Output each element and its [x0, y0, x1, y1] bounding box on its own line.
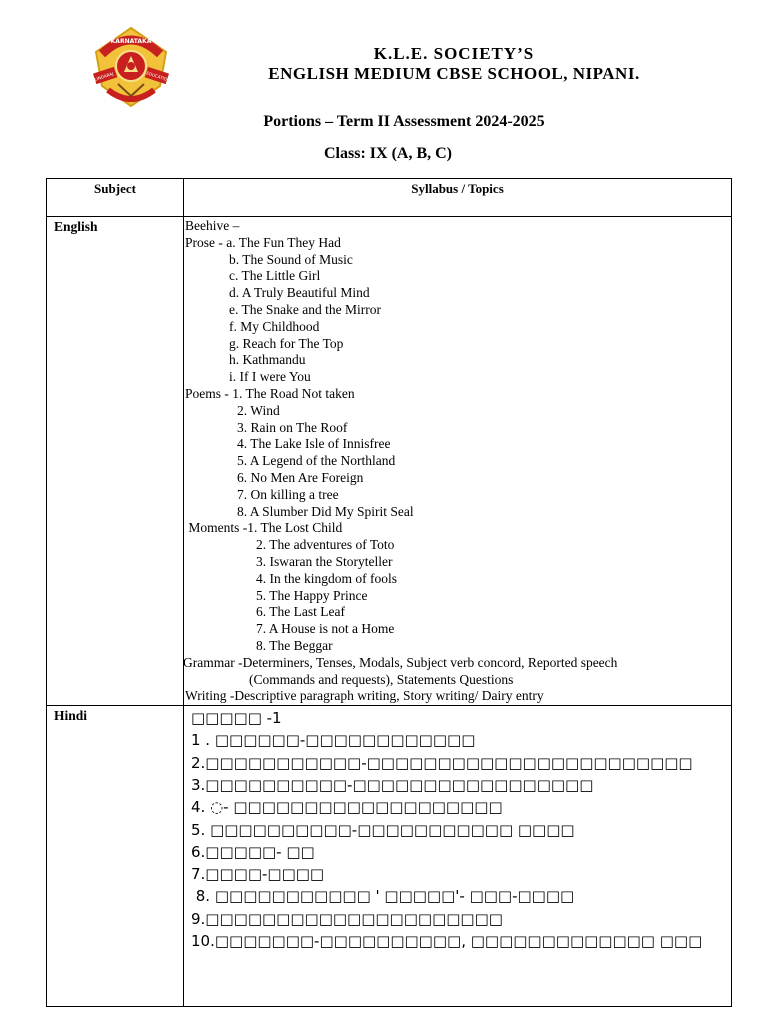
- topic-line: Grammar -Determiners, Tenses, Modals, Subject verb concord, Reported speech: [183, 654, 618, 670]
- topic-line: 7. A House is not a Home: [256, 621, 395, 637]
- topic-line: 4. The Lake Isle of Innisfree: [237, 436, 391, 452]
- topic-line: Poems - 1. The Road Not taken: [185, 385, 355, 401]
- hindi-topics: [184, 706, 732, 1007]
- topic-line: 7. On killing a tree: [237, 486, 339, 502]
- syllabus-header: Syllabus / Topics: [184, 179, 732, 217]
- topic-line: Moments -1. The Lost Child: [185, 520, 343, 536]
- topic-line: 6. No Men Are Foreign: [237, 469, 364, 485]
- subject-header: Subject: [47, 179, 184, 217]
- topic-line: Beehive –: [185, 218, 240, 233]
- topic-line: 5. The Happy Prince: [256, 587, 368, 603]
- topic-line: 3. Iswaran the Storyteller: [256, 553, 393, 569]
- class-title: Class: IX (A, B, C): [324, 145, 452, 162]
- table-header-row: [47, 179, 732, 217]
- topic-line: 2. The adventures of Toto: [256, 537, 395, 553]
- svg-text:LINGARAJ: LINGARAJ: [93, 71, 114, 82]
- topic-line: f. My Childhood: [229, 318, 320, 334]
- topic-line: □□□□□ -1: [191, 709, 282, 728]
- topic-line: (Commands and requests), Statements Questions: [249, 671, 514, 687]
- topic-line: 4. ◌- □□□□□□□□□□□□□□□□□□□: [191, 798, 503, 817]
- topic-line: Prose - a. The Fun They Had: [185, 234, 341, 250]
- topic-line: 1 . □□□□□□-□□□□□□□□□□□□: [191, 731, 476, 750]
- school-name-line1: K.L.E. SOCIETY’S: [373, 44, 535, 63]
- topic-line: 9.□□□□□□□□□□□□□□□□□□□□□: [191, 909, 503, 928]
- topic-line: i. If I were You: [229, 369, 311, 385]
- syllabus-table: [46, 178, 732, 1007]
- topic-line: d. A Truly Beautiful Mind: [229, 285, 370, 301]
- topic-line: 7.□□□□-□□□□: [191, 865, 325, 884]
- topic-line: 2. Wind: [237, 402, 280, 418]
- topic-line: 5. A Legend of the Northland: [237, 453, 396, 469]
- topic-line: b. The Sound of Music: [229, 251, 353, 267]
- school-name-line2: ENGLISH MEDIUM CBSE SCHOOL, NIPANI.: [268, 64, 640, 83]
- table-row-hindi: [47, 706, 732, 1007]
- topic-line: 8. The Beggar: [256, 637, 333, 653]
- english-topics: [184, 217, 732, 706]
- topic-line: e. The Snake and the Mirror: [229, 301, 381, 317]
- subject-english: English: [47, 217, 184, 706]
- topic-line: 6.□□□□□- □□: [191, 842, 315, 861]
- topic-line: Writing -Descriptive paragraph writing, Story writing/ Dairy entry: [185, 688, 544, 704]
- topic-line: 2.□□□□□□□□□□□-□□□□□□□□□□□□□□□□□□□□□□□: [191, 753, 693, 772]
- topic-line: c. The Little Girl: [229, 268, 321, 284]
- portions-title: Portions – Term II Assessment 2024-2025: [263, 113, 545, 130]
- svg-text:KARNATAKA: KARNATAKA: [110, 38, 152, 45]
- topic-line: 3.□□□□□□□□□□-□□□□□□□□□□□□□□□□□: [191, 776, 594, 794]
- svg-text:EDUCATION: EDUCATION: [145, 70, 171, 83]
- topic-line: 8. □□□□□□□□□□□ ' □□□□□'- □□□-□□□□: [191, 887, 575, 906]
- topic-line: g. Reach for The Top: [229, 335, 344, 351]
- subject-hindi: Hindi: [47, 706, 184, 1007]
- topic-line: 8. A Slumber Did My Spirit Seal: [237, 503, 414, 519]
- topic-line: 5. □□□□□□□□□□-□□□□□□□□□□□ □□□□: [191, 820, 575, 839]
- table-row-english: [47, 217, 732, 706]
- topic-line: 10.□□□□□□□-□□□□□□□□□□, □□□□□□□□□□□□□ □□□: [191, 932, 703, 951]
- topic-line: h. Kathmandu: [229, 352, 306, 368]
- topic-line: 3. Rain on The Roof: [237, 419, 348, 435]
- topic-line: 6. The Last Leaf: [256, 604, 345, 620]
- topic-line: 4. In the kingdom of fools: [256, 570, 397, 586]
